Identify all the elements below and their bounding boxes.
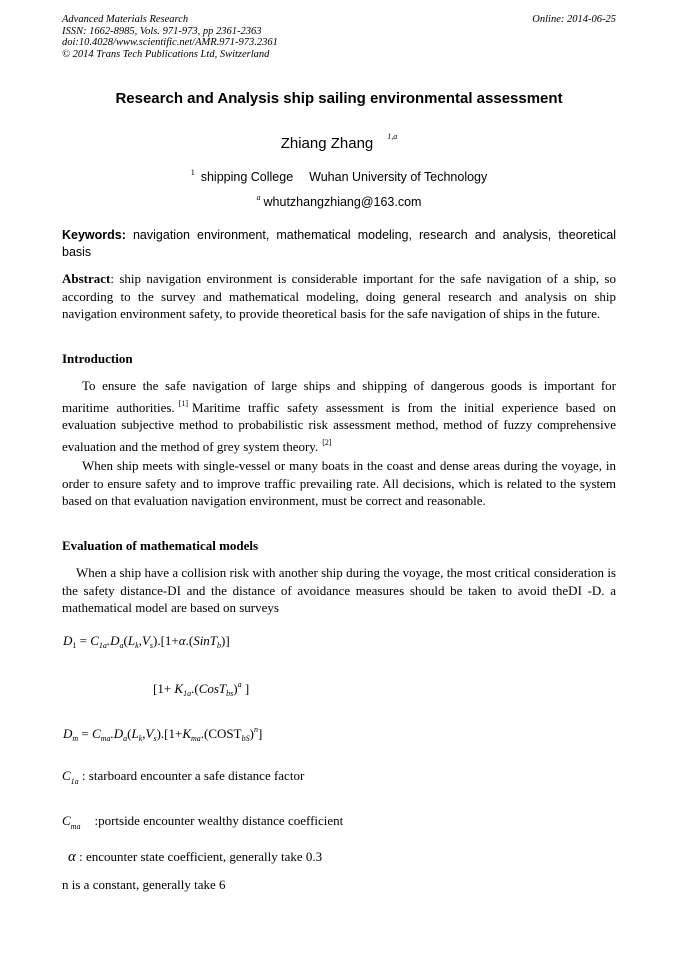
evaluation-paragraph: When a ship have a collision risk with another ship during the voyage, the most critical consideration is the safety distance-DI and the distance of avoidance measures should be taken to avoid theDI -D. a mathematical model are based on surveys [62,565,616,615]
abstract-block [62,270,616,323]
cma-text: :portside encounter wealthy distance coefficient [94,813,344,828]
alpha-text: : encounter state coefficient, generally take 0.3 [79,849,323,864]
author-name: Zhiang Zhang [280,135,374,152]
equation-d1-line1: $D_1$ = $C_{1a}.D_a(L_k,V_s).[1+\alpha.(SinT_b)]$ [63,633,230,650]
definition-n: n is a constant, generally take 6 [62,877,226,892]
issn-line: ISSN: 1662-8985, Vols. 971-973, pp 2361-2363 [62,25,262,37]
evaluation-heading: Evaluation of mathematical models [62,538,259,553]
doi-line: doi:10.4028/www.scientific.net/AMR.971-973.2361 [62,37,278,48]
c1a-text: starboard encounter a safe distance factor [88,768,305,783]
introduction-paragraph-1 [62,377,616,455]
keywords-text: navigation environment, mathematical modeling, research and analysis, theoretical basis [62,228,616,259]
abstract-label: Abstract [62,271,111,286]
abstract-text: : ship navigation environment is considerable important for the safe navigation of a ship, so according to the survey and mathematical modeling, doing general research and analysis on ship navigation environment safety, to provide theoretical basis for the safe navigation of ships in the future. [62,271,616,321]
author-line [62,132,616,152]
introduction-paragraph-2: When ship meets with single-vessel or many boats in the coast and dense areas during the voyage, in order to ensure safety and to improve traffic prevailing rate. All decisions, which is related to the system based on that evaluation navigation environment, must be correct and reasonable. [62,458,616,508]
c1a-symbol: C [62,768,71,783]
c1a-subscript: 1a [70,777,79,786]
keywords-block [62,227,616,261]
definition-c1a: $C_{1a}$ : starboard encounter a safe distance factor [62,768,305,786]
definition-alpha [62,849,322,866]
cma-subscript: ma [70,822,81,831]
journal-name: Advanced Materials Research [62,14,189,25]
citation-1: [1] [178,398,189,408]
affiliation-university: Wuhan University of Technology [309,170,488,184]
citation-2: [2] [322,437,332,447]
equation-d1-line2: [$1+ K_{1a}.(CosT_{bs})^a$ ] [153,680,250,698]
keywords-label: Keywords: [62,228,126,242]
journal-header [62,14,616,60]
email-mark: a [256,193,261,202]
email-line [62,193,616,209]
author-marks: 1,a [387,132,398,141]
affiliation-mark: 1 [190,168,195,177]
equation-dm: $D_m$ = $C_{ma}.D_a(L_k,V_s).[1+K_{ma}.(COST_{bS})^n]$ [63,725,263,743]
introduction-heading: Introduction [62,351,133,366]
copyright-line: © 2014 Trans Tech Publications Ltd, Switzerland [62,48,270,60]
intro-text-a: To ensure the safe navigation of large ships and shipping of dangerous goods is important for maritime authorities. [62,378,616,415]
definition-cma [62,813,343,831]
cma-symbol: C [62,813,71,828]
affiliation-line [62,168,616,184]
online-date: Online: 2014-06-25 [532,14,616,25]
intro-text-b: Maritime traffic safety assessment is from the initial experience based on evaluation subjective method to probabilistic risk assessment method, method of fuzzy comprehensive evaluation and the method of grey system theory. [62,399,616,454]
alpha-symbol: α [68,849,76,865]
paper-title: Research and Analysis ship sailing environmental assessment [115,90,563,107]
email-address: whutzhangzhiang@163.com [263,195,422,209]
affiliation-college: shipping College [200,170,294,184]
